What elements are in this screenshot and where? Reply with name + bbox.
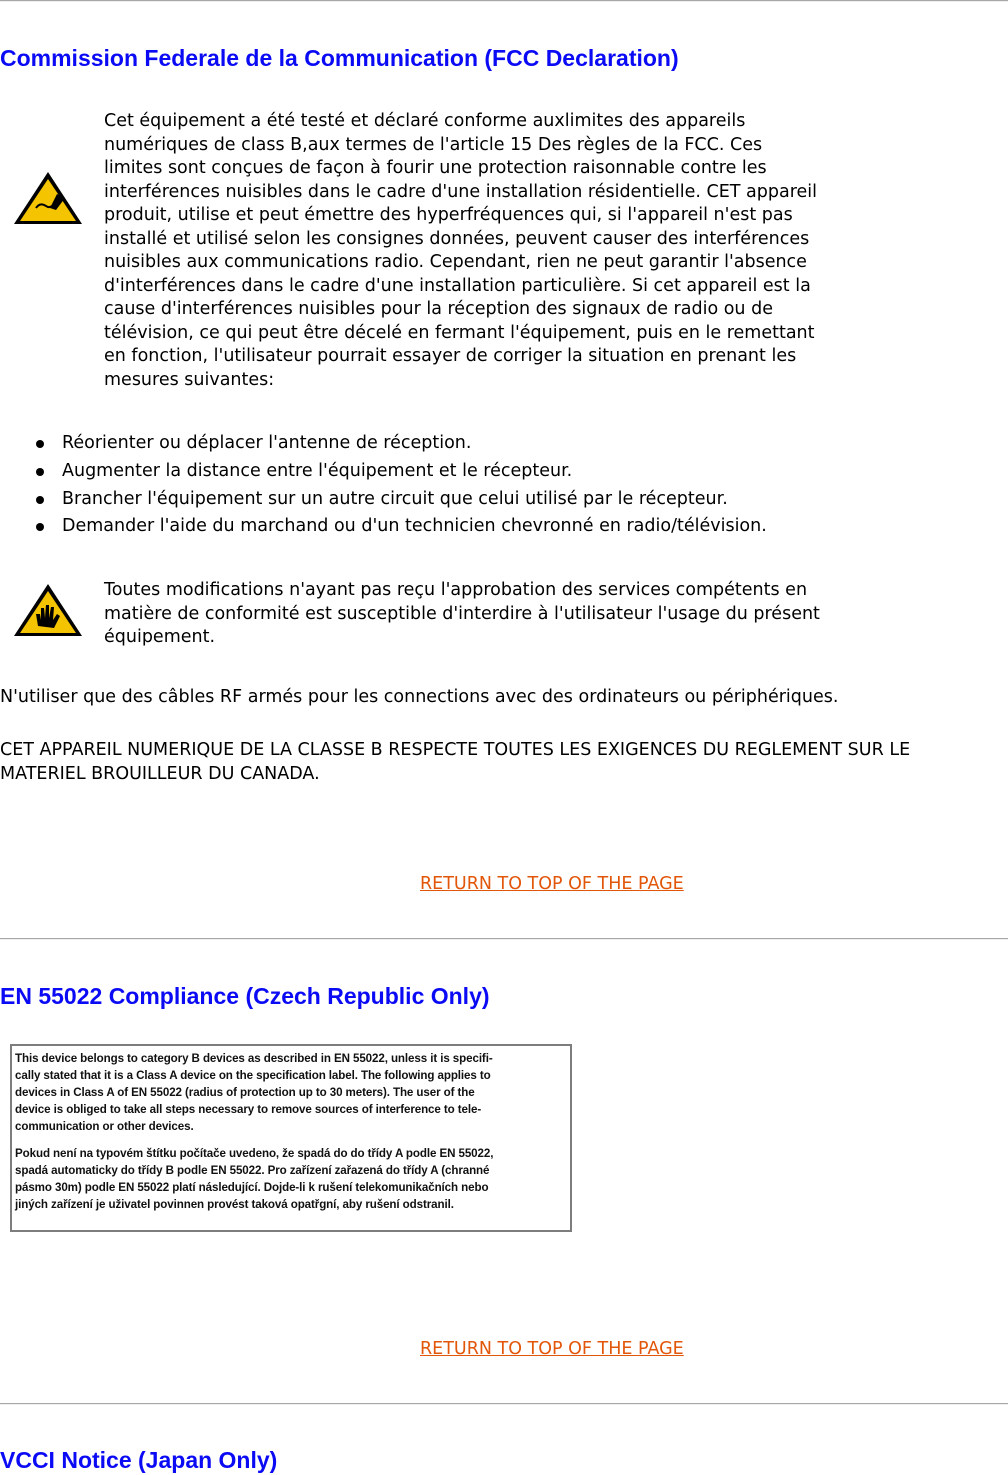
canada-line: CET APPAREIL NUMERIQUE DE LA CLASSE B RESPECTE TOUTES LES EXIGENCES DU REGLEMENT SUR LE xyxy=(0,740,911,760)
list-item: Demander l'aide du marchand ou d'un technicien chevronné en radio/télévision. xyxy=(0,513,767,541)
section-divider xyxy=(0,1403,1008,1405)
fcc-intro-text xyxy=(104,110,817,392)
intro-line: télévision, ce qui peut être décelé en fermant l'équipement, puis en le remettant xyxy=(104,322,815,343)
english-notice-line: communication or other devices. xyxy=(15,1120,194,1133)
return-to-top-link[interactable]: RETURN TO TOP OF THE PAGE xyxy=(420,1339,684,1359)
measures-list xyxy=(0,430,767,541)
modifications-line: équipement. xyxy=(104,627,216,647)
list-item: Brancher l'équipement sur un autre circuit que celui utilisé par le récepteur. xyxy=(0,486,767,514)
modifications-text xyxy=(104,579,820,650)
intro-line: en fonction, l'utilisateur pourrait essayer de corriger la situation en prenant les xyxy=(104,346,797,366)
warning-pencil-icon xyxy=(10,168,86,228)
modifications-line: matière de conformité est susceptible d'interdire à l'utilisateur l'usage du présent xyxy=(104,603,820,624)
top-divider xyxy=(0,0,1008,2)
intro-line: installé et utilisé selon les consignes données, peuvent causer des interférences xyxy=(104,228,810,249)
english-notice-line: cally stated that it is a Class A device on the specification label. The following applies to xyxy=(15,1069,491,1082)
return-to-top-link[interactable]: RETURN TO TOP OF THE PAGE xyxy=(420,874,684,894)
czech-notice-line: pásmo 30m) podle EN 55022 platí následující. Dojde-li k rušení telekomunikačních nebo xyxy=(15,1181,489,1194)
intro-line: interférences nuisibles dans le cadre d'une installation résidentielle. CET appareil xyxy=(104,181,818,202)
czech-notice-line: spadá automaticky do třídy B podle EN 55022. Pro zařízení zařazená do třídy A (chranné xyxy=(15,1164,490,1177)
english-notice-line: This device belongs to category B devices as described in EN 55022, unless it is specifi- xyxy=(15,1052,493,1065)
intro-line: Cet équipement a été testé et déclaré conforme auxlimites des appareils xyxy=(104,111,746,131)
vcci-heading: VCCI Notice (Japan Only) xyxy=(0,1447,278,1473)
intro-line: cause d'interférences nuisibles pour la réception des signaux de radio ou de xyxy=(104,299,773,319)
intro-line: nuisibles aux communications radio. Cependant, rien ne peut garantir l'absence xyxy=(104,252,807,272)
warning-hand-icon xyxy=(10,580,86,640)
czech-heading: EN 55022 Compliance (Czech Republic Only) xyxy=(0,983,490,1009)
modifications-line: Toutes modifications n'ayant pas reçu l'approbation des services compétents en xyxy=(104,580,808,600)
czech-notice-line: jiných zařízení je uživatel povinnen provést taková opatřgní, aby rušení odstranil. xyxy=(15,1198,454,1211)
english-notice-line: device is obliged to take all steps necessary to remove sources of interference to tele- xyxy=(15,1103,482,1116)
en55022-notice-image xyxy=(10,1044,572,1232)
english-notice-line: devices in Class A of EN 55022 (radius of protection up to 30 meters). The user of the xyxy=(15,1086,475,1099)
intro-line: d'interférences dans le cadre d'une installation particulière. Si cet appareil est la xyxy=(104,275,811,296)
cables-note: N'utiliser que des câbles RF armés pour les connections avec des ordinateurs ou périphériques. xyxy=(0,687,839,707)
czech-notice-line: Pokud není na typovém štítku počítače uvedeno, že spadá do do třídy A podle EN 55022, xyxy=(15,1147,494,1160)
intro-line: mesures suivantes: xyxy=(104,369,275,390)
fcc-heading: Commission Federale de la Communication (FCC Declaration) xyxy=(0,45,679,71)
list-item: Augmenter la distance entre l'équipement et le récepteur. xyxy=(0,458,767,486)
section-divider xyxy=(0,938,1008,940)
intro-line: limites sont conçues de façon à fourir une protection raisonnable contre les xyxy=(104,158,767,178)
list-item: Réorienter ou déplacer l'antenne de réception. xyxy=(0,430,767,458)
canada-line: MATERIEL BROUILLEUR DU CANADA. xyxy=(0,763,320,784)
canada-notice xyxy=(0,739,910,786)
intro-line: numériques de class B,aux termes de l'article 15 Des règles de la FCC. Ces xyxy=(104,134,763,155)
intro-line: produit, utilise et peut émettre des hyperfréquences qui, si l'appareil n'est pas xyxy=(104,205,793,225)
